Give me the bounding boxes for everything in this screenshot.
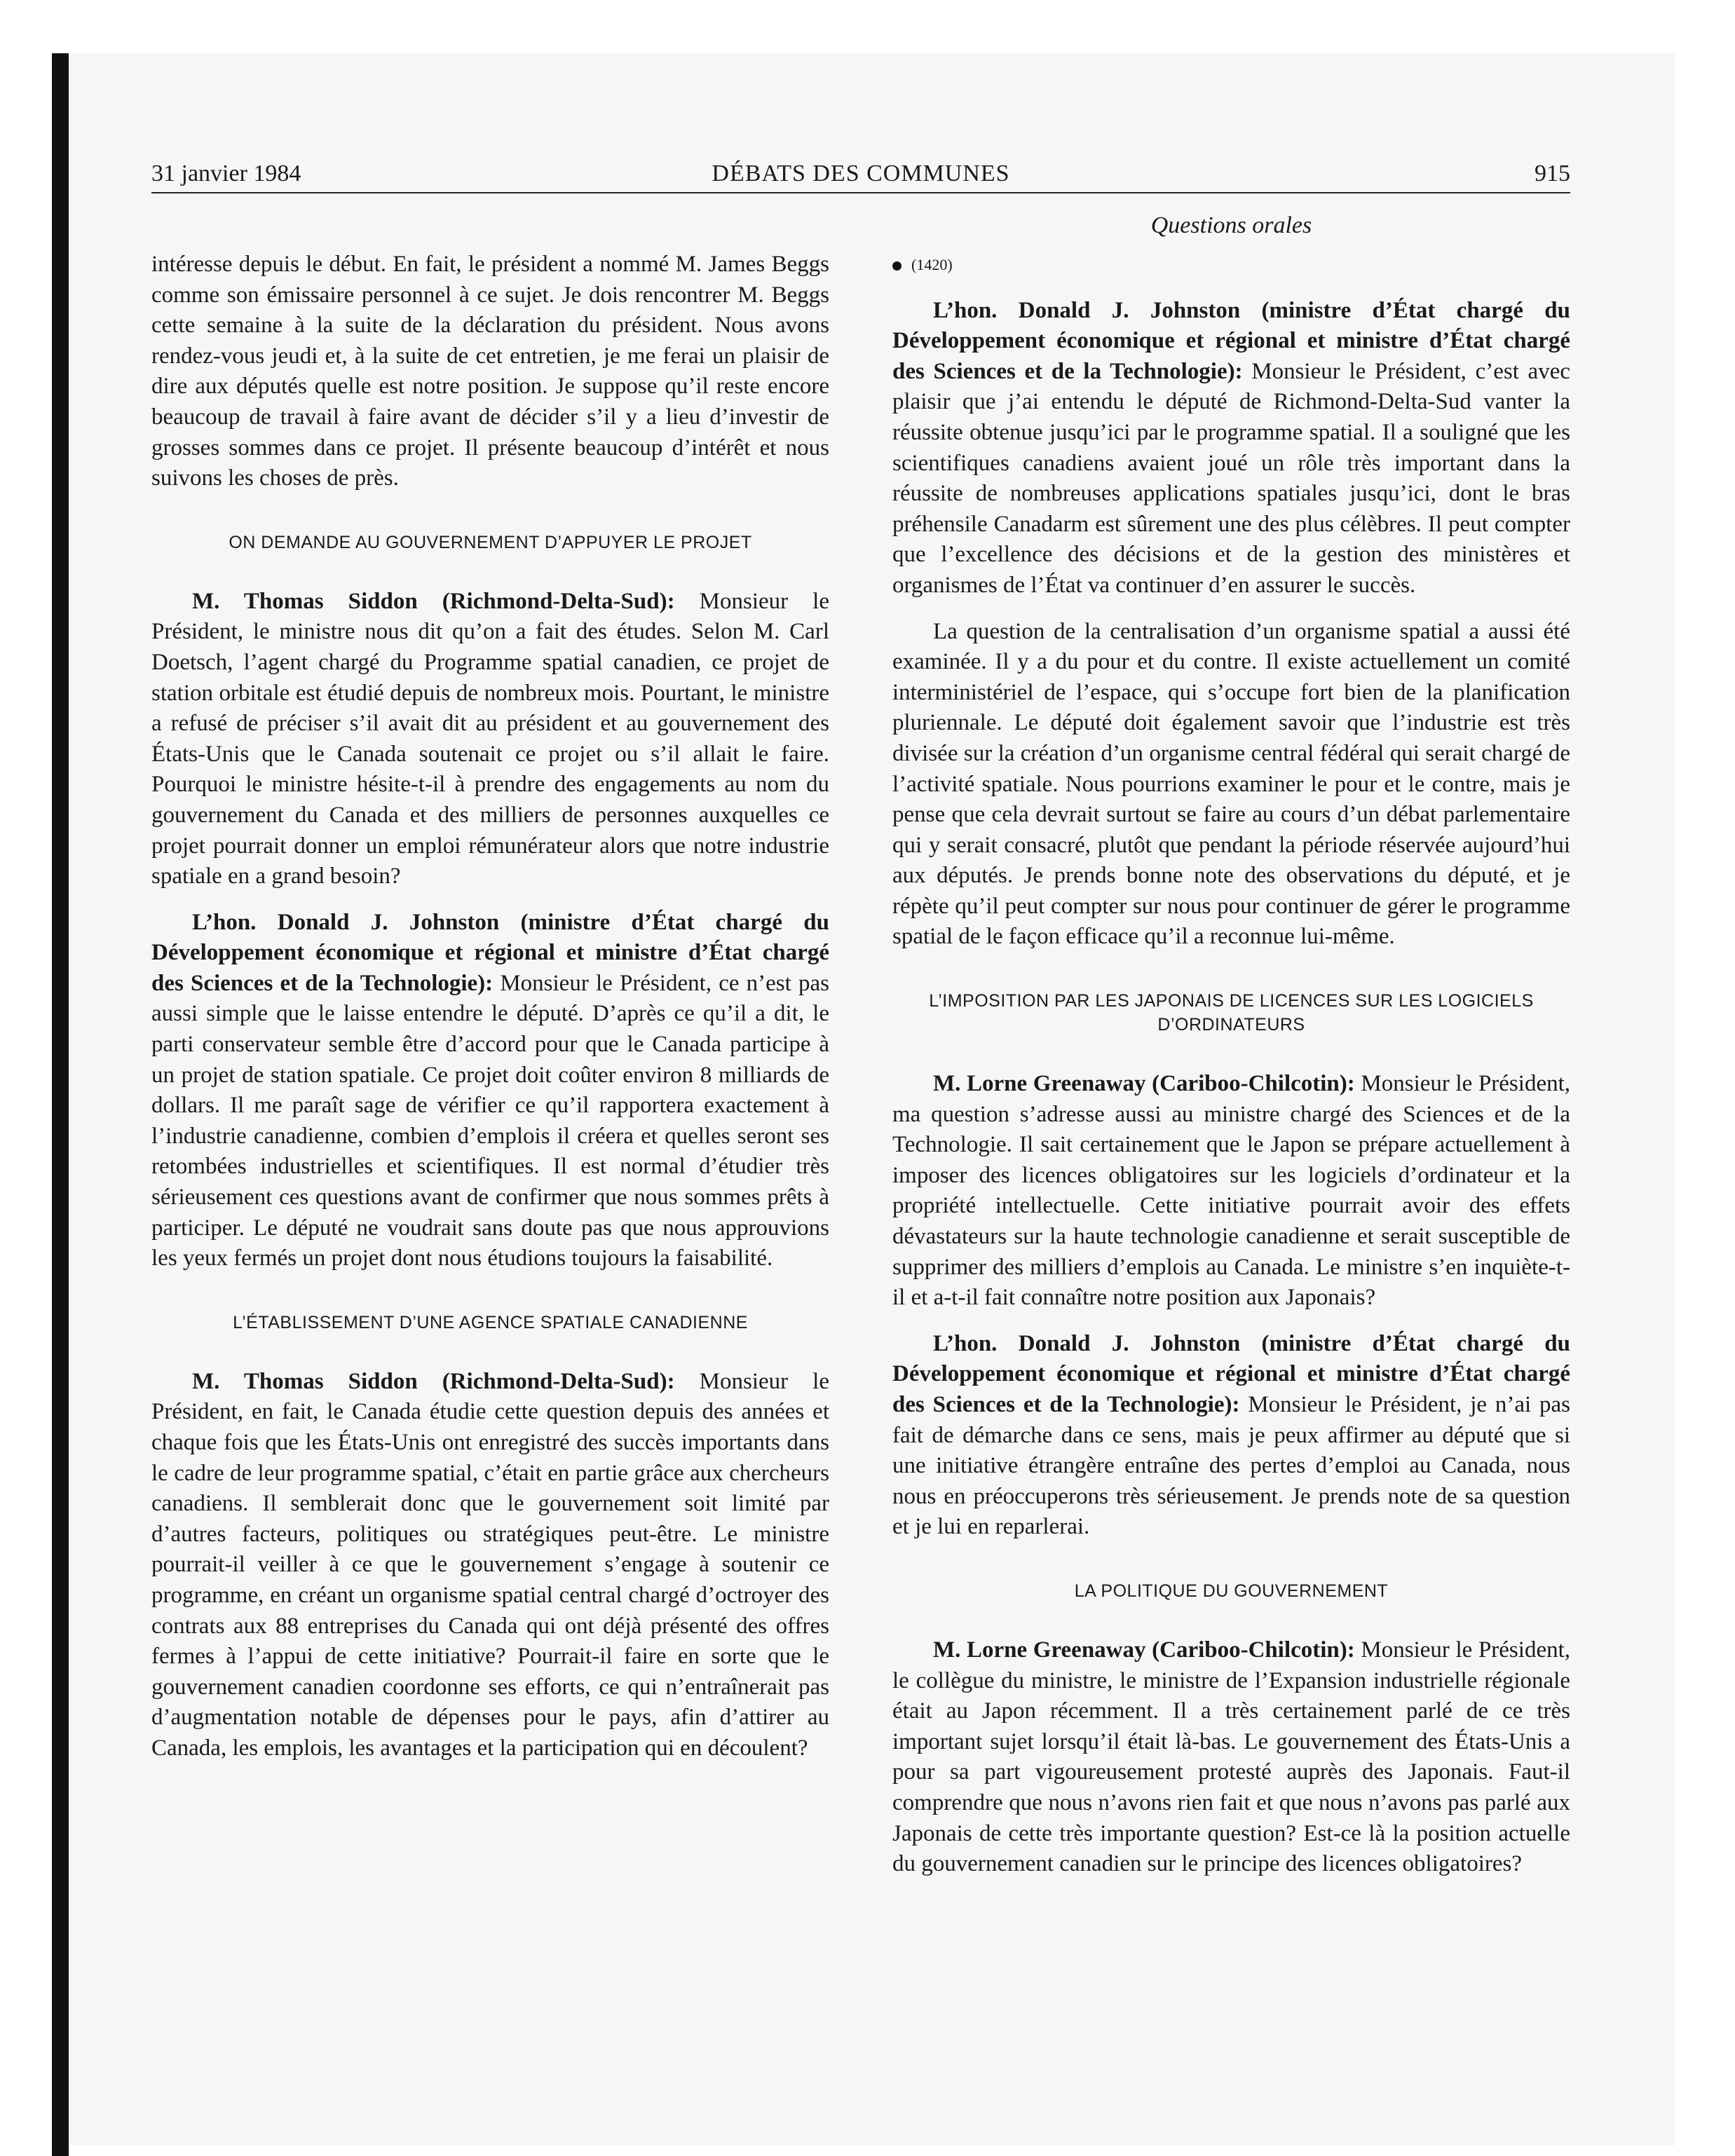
speaker-name: M. Lorne Greenaway (Cariboo-Chilcotin):	[933, 1071, 1355, 1097]
speaker-name: M. Thomas Siddon (Richmond-Delta-Sud):	[192, 588, 675, 614]
section-heading: ON DEMANDE AU GOUVERNEMENT D’APPUYER LE PROJET	[229, 532, 752, 552]
speaker-name: L’hon. Donald J. Johnston (ministre d’État chargé du Développement économique et régional et ministre d’État chargé des Sciences et de la Technologie):	[892, 1330, 1570, 1417]
paragraph	[151, 908, 829, 1274]
hansard-page	[69, 53, 1675, 2145]
header-title: DÉBATS DES COMMUNES	[712, 161, 1010, 186]
speaker-name: L’hon. Donald J. Johnston (ministre d’État chargé du Développement économique et régional et ministre d’État chargé des Sciences et de la Technologie):	[892, 297, 1570, 384]
right-column	[892, 250, 1570, 1880]
section-heading: L’IMPOSITION PAR LES JAPONAIS DE LICENCES SUR LES LOGICIELS D’ORDINATEURS	[929, 991, 1534, 1035]
speech-text: Monsieur le Président, le collègue du ministre, le ministre de l’Expansion industrielle régionale était au Japon récemment. Il a très certainement parlé de ce très important sujet lorsqu’il était là-bas. Le gouvernement des États-Unis a pour sa part vigoureusement protesté auprès des Japonais. Faut-il comprendre que nous n’avons rien fait et que nous n’avons pas parlé aux Japonais de cette très importante question? Est-ce là la position actuelle du gouvernement canadien sur le principe des licences obligatoires?	[892, 1637, 1571, 1877]
scan-margin	[0, 0, 1735, 53]
speaker-name: M. Thomas Siddon (Richmond-Delta-Sud):	[192, 1368, 675, 1394]
paragraph	[151, 1367, 829, 1764]
page-number: 915	[1535, 161, 1570, 186]
speaker-name: L’hon. Donald J. Johnston (ministre d’État chargé du Développement économique et régional et ministre d’État chargé des Sciences et de la Technologie):	[151, 909, 829, 996]
paragraph	[892, 1635, 1570, 1880]
speech-text: Monsieur le Président, ma question s’adresse aussi au ministre chargé des Sciences et de la Technologie. Il sait certainement que le Japon se prépare actuellement à imposer des licences obligatoires sur les logiciels d’ordinateur et la propriété intellectuelle. Cette initiative pourrait avoir des effets dévastateurs sur la haute technologie canadienne et serait susceptible de supprimer des milliers d’emplois au Canada. Le ministre s’en inquiète-t-il et a-t-il fait connaître notre position aux Japonais?	[892, 1071, 1571, 1311]
scan-binding-edge	[52, 53, 69, 2156]
speech-text: Monsieur le Président, le ministre nous dit qu’on a fait des études. Selon M. Carl Doetsch, l’agent chargé du Programme spatial canadien, ce projet de station orbitale est étudié depuis de nombreux mois. Pourtant, le ministre a refusé de préciser s’il avait dit au président et au gouvernement des États-Unis que le Canada soutenait ce projet ou s’il allait le faire. Pourquoi le ministre hésite-t-il à prendre des engagements au nom du gouvernement du Canada et des milliers de personnes auxquelles ce projet pourrait donner un emploi rémunérateur alors que notre industrie spatiale en a grand besoin?	[151, 588, 829, 889]
paragraph: intéresse depuis le début. En fait, le président a nommé M. James Beggs comme son émissaire personnel à ce sujet. Je dois rencontrer M. Beggs cette semaine à la suite de la déclaration du président. Nous avons rendez-vous jeudi et, à la suite de cet entretien, je me ferai un plaisir de dire aux députés quelle est notre position. Je suppose qu’il reste encore beaucoup de travail à faire avant de décider s’il y a lieu d’investir de grosses sommes dans ce projet. Il présente beaucoup d’intérêt et nous suivons les choses de près.	[151, 252, 829, 491]
running-header	[151, 160, 1570, 195]
bullet-icon	[892, 261, 901, 271]
time-stamp-text: (1420)	[911, 256, 953, 273]
speech-text: Monsieur le Président, en fait, le Canada étudie cette question depuis des années et chaque fois que les États-Unis ont enregistré des succès importants dans le cadre de leur programme spatial, c’était en partie grâce aux chercheurs canadiens. Il semblerait donc que le gouvernement soit limité par d’autres facteurs, politiques ou stratégiques peut-être. Le ministre pourrait-il veiller à ce que le gouvernement s’engage à soutenir ce programme, en créant un organisme spatial central chargé d’octroyer des contrats aux 88 entreprises du Canada qui ont déjà présenté des offres fermes à l’appui de cette initiative? Pourrait-il faire en sorte que le gouvernement canadien coordonne ses efforts, ce qui n’entraînerait pas d’augmentation notable de dépenses pour le pays, afin d’attirer au Canada, les emplois, les avantages et la participation qui en découlent?	[151, 1368, 829, 1761]
speech-text: Monsieur le Président, je n’ai pas fait de démarche dans ce sens, mais je peux affirmer au député que si une initiative étrangère entraîne des pertes d’emploi au Canada, nous nous en préoccuperons très sérieusement. Je prends note de sa question et je lui en reparlerai.	[892, 1392, 1570, 1540]
section-tag: Questions orales	[1150, 212, 1312, 238]
paragraph	[151, 587, 829, 892]
paragraph	[892, 1329, 1570, 1543]
speaker-name: M. Lorne Greenaway (Cariboo-Chilcotin):	[933, 1637, 1355, 1663]
left-column	[151, 250, 829, 1764]
paragraph	[892, 1069, 1570, 1314]
paragraph: La question de la centralisation d’un organisme spatial a aussi été examinée. Il y a du pour et du contre. Il existe actuellement un comité interministériel de l’espace, qui s’occupe fort bien de la planification pluriennale. Le député doit également savoir que l’industrie est très divisée sur la création d’un organisme central fédéral qui serait chargé de l’activité spatiale. Nous pourrions examiner le pour et le contre, mais je pense que cela devrait surtout se faire au cours d’un débat parlementaire qui y serait consacré, plutôt que pendant la période réservée aujourd’hui aux députés. Je prends bonne note des observations du député, et je répète qu’il peut compter sur nous pour continuer de gérer le programme spatial de le façon efficace qu’il a reconnue lui-même.	[892, 618, 1570, 950]
section-heading: L’ÉTABLISSEMENT D’UNE AGENCE SPATIALE CANADIENNE	[233, 1312, 748, 1332]
header-rule	[151, 192, 1570, 193]
section-heading: LA POLITIQUE DU GOUVERNEMENT	[1074, 1581, 1389, 1601]
speech-text: Monsieur le Président, c’est avec plaisir que j’ai entendu le député de Richmond-Delta-Sud vanter la réussite obtenue jusqu’ici par le programme spatial. Il a souligné que les scientifiques canadiens avaient joué un rôle très important dans la réussite de nombreuses applications spatiales jusqu’ici, dont le bras préhensile Canadarm est sûrement une des plus célèbres. Il peut compter que l’excellence des décisions et de la gestion des ministères et organismes de l’État va continuer d’en assurer le succès.	[892, 358, 1570, 598]
header-date: 31 janvier 1984	[151, 161, 301, 186]
time-stamp	[892, 250, 1570, 280]
speech-text: Monsieur le Président, ce n’est pas aussi simple que le laisse entendre le député. D’après ce qu’il a dit, le parti conservateur semble être d’accord pour que le Canada participe à un projet de station spatiale. Ce projet doit coûter environ 8 milliards de dollars. Il me paraît sage de vérifier ce qu’il rapportera exactement à l’industrie canadienne, combien d’emplois il créera et quelles seront ses retombées industrielles et scientifiques. Il est normal d’étudier très sérieusement ces questions avant de confirmer que nous sommes prêts à participer. Le député ne voudrait sans doute pas que nous approuvions les yeux fermés un projet dont nous étudions toujours la faisabilité.	[151, 970, 829, 1271]
paragraph	[892, 296, 1570, 601]
